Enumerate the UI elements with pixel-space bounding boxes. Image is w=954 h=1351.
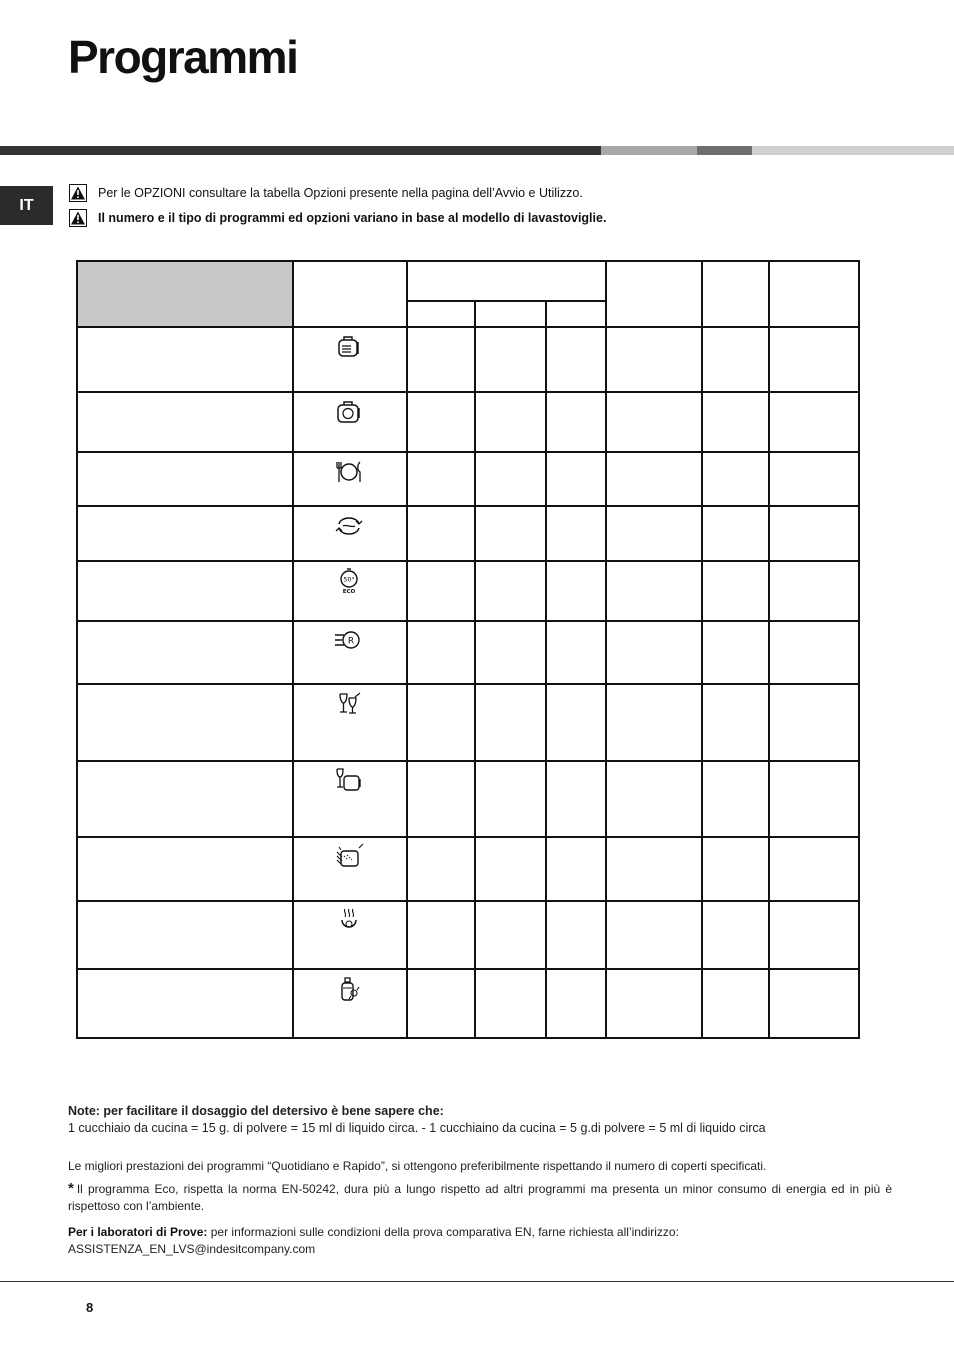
- soak-icon: [332, 906, 366, 934]
- table-row-line: [76, 836, 860, 838]
- asterisk: *: [68, 1180, 74, 1197]
- note-dosage: 1 cucchiaio da cucina = 15 g. di polvere = 15 ml di liquido circa. - 1 cucchiaino da cucina = 5 g.di polvere = 5 ml di liquido circa: [68, 1121, 766, 1135]
- eco-50-icon: [332, 566, 366, 594]
- page-number: 8: [86, 1300, 94, 1315]
- pot-icon: [332, 397, 366, 425]
- table-col-line: [406, 260, 408, 1037]
- half-load-icon: [332, 842, 366, 870]
- note-eco: [68, 1180, 892, 1215]
- footer-rule: [0, 1281, 954, 1282]
- warning-note-models: [69, 209, 606, 227]
- rapid-r-icon: [332, 626, 366, 654]
- table-row-line: [76, 505, 860, 507]
- table-col-line: [768, 260, 770, 1037]
- language-tab: IT: [0, 186, 53, 225]
- glass-pot-icon: [332, 766, 366, 794]
- note-performance: Le migliori prestazioni dei programmi “Quotidiano e Rapido”, si ottengono preferibilmente rispettando il numero di coperti specificati.: [68, 1159, 767, 1173]
- eco-cycle-icon: [332, 511, 366, 539]
- table-row-line: [76, 326, 860, 328]
- table-col-line: [605, 260, 607, 1037]
- table-row-line: [76, 1037, 860, 1039]
- table-row-line: [76, 260, 860, 262]
- warning-note-options: [69, 184, 583, 202]
- cutlery-plate-icon: [332, 457, 366, 485]
- table-col-line: [701, 260, 703, 1037]
- table-row-line: [76, 968, 860, 970]
- table-col-line: [858, 260, 860, 1037]
- header-rule: [0, 146, 954, 155]
- table-row-line: [76, 560, 860, 562]
- warning-text-models: Il numero e il tipo di programmi ed opzioni variano in base al modello di lavastoviglie.: [98, 211, 607, 225]
- warning-triangle-icon: [69, 209, 87, 227]
- table-subheader-line: [406, 300, 605, 302]
- crystal-glasses-icon: [332, 689, 366, 717]
- svg-text:R: R: [347, 636, 355, 647]
- table-col-line: [545, 300, 547, 1037]
- intensive-pot-icon: [332, 332, 366, 360]
- table-row-line: [76, 391, 860, 393]
- table-row-line: [76, 620, 860, 622]
- table-col-line: [292, 260, 294, 1037]
- note-title: Note: per facilitare il dosaggio del detersivo è bene sapere che:: [68, 1104, 444, 1118]
- svg-text:ECO: ECO: [342, 589, 356, 594]
- page-title: Programmi: [68, 31, 298, 83]
- table-row-line: [76, 900, 860, 902]
- table-row-line: [76, 760, 860, 762]
- table-col-line: [76, 260, 78, 1037]
- table-col-line: [474, 300, 476, 1037]
- warning-text-options: Per le OPZIONI consultare la tabella Opzioni presente nella pagina dell’Avvio e Utilizzo.: [98, 186, 583, 200]
- programs-table: [76, 260, 860, 1039]
- table-row-line: [76, 451, 860, 453]
- svg-text:50°: 50°: [343, 575, 355, 584]
- baby-bottle-icon: [332, 974, 366, 1002]
- table-header-shade: [78, 262, 292, 326]
- note-eco-text: Il programma Eco, rispetta la norma EN-50242, dura più a lungo rispetto ad altri programmi ma presenta un minor consumo di energia ed in più è rispettoso con l’ambiente.: [68, 1182, 892, 1213]
- note-lab-text: per informazioni sulle condizioni della prova comparativa EN, farne richiesta all’indirizzo: ASSISTENZA_EN_LVS@indesitcompany.com: [68, 1225, 679, 1256]
- note-laboratories: [68, 1224, 892, 1258]
- table-row-line: [76, 683, 860, 685]
- warning-triangle-icon: [69, 184, 87, 202]
- note-lab-label: Per i laboratori di Prove:: [68, 1225, 208, 1239]
